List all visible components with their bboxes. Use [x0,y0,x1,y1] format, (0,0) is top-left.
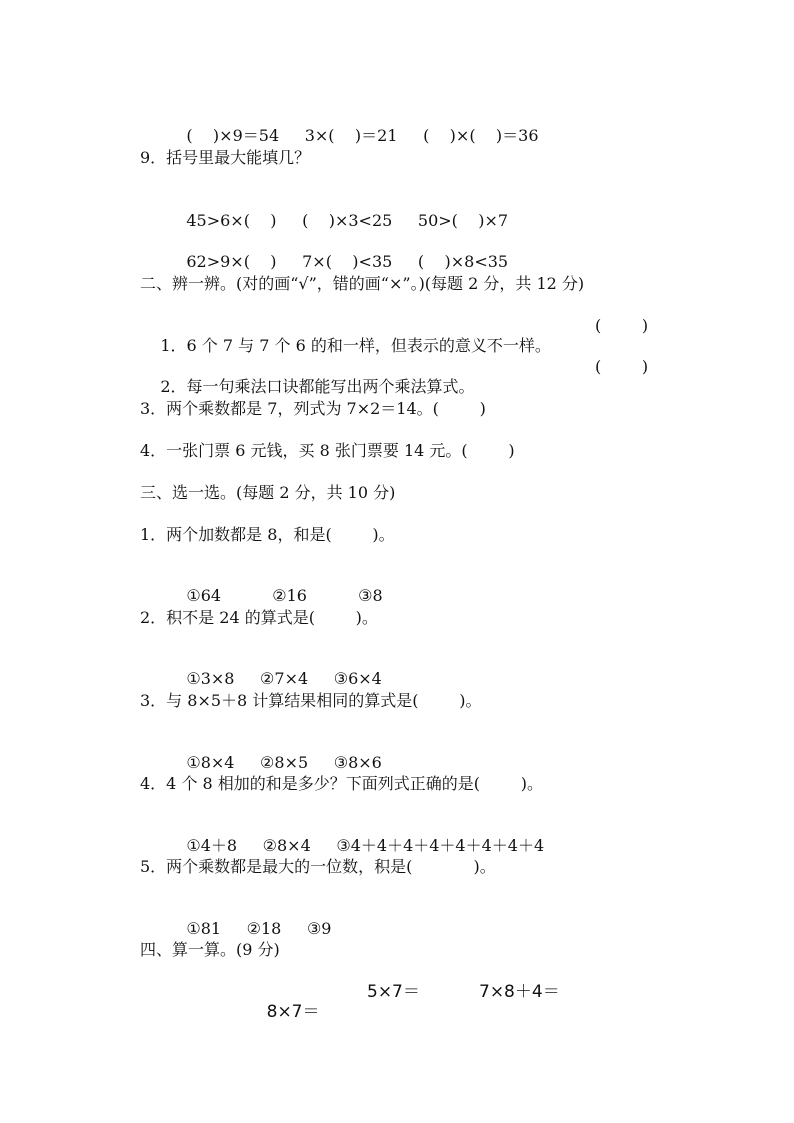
section-4-heading: 四、算一算。(9 分) [140,940,280,959]
judge-text: 2．每一句乘法口诀都能写出两个乘法算式。 [160,377,475,396]
option: ②7×4 [260,669,309,688]
option: ②8×4 [262,836,311,855]
answer-blank: ( ) [595,316,649,335]
option: ①8×4 [186,753,235,772]
expr: 3×( )＝21 [304,126,398,145]
judge-item-2 [140,357,649,437]
option: ③6×4 [333,669,382,688]
expr: 62>9×( ) [186,252,277,271]
choice-item-5: 5．两个乘数都是最大的一位数，积是( )。 [140,857,496,876]
expr: 7×( )<35 [302,252,393,271]
option: ②8×5 [260,753,309,772]
calc-expr: 7×8＋4＝ [479,982,560,1002]
option: ③4＋4＋4＋4＋4＋4＋4＋4 [336,836,545,855]
expr: ( )×3<25 [302,211,393,230]
calc-expr: 8×7＝ [266,1002,320,1022]
calc-expr: 5×7＝ [367,982,420,1002]
expr: ( )×8<35 [417,252,509,271]
expr: 45>6×( ) [186,211,277,230]
option: ③8×6 [333,753,382,772]
section-2-heading: 二、辨一辨。(对的画“√”，错的画“×”。)(每题 2 分，共 12 分) [140,274,585,293]
answer-blank: ( ) [595,357,649,376]
option: ①4＋8 [186,836,238,855]
expr: ( )×( )＝36 [423,126,539,145]
question-9: 9．括号里最大能填几？ [140,148,311,167]
judge-item-3: 3．两个乘数都是 7，列式为 7×2＝14。( ) [140,399,486,418]
choice-item-3: 3．与 8×5＋8 计算结果相同的算式是( )。 [140,691,482,710]
judge-item-4: 4．一张门票 6 元钱，买 8 张门票要 14 元。( ) [140,441,515,460]
judge-text: 1．6 个 7 与 7 个 6 的和一样，但表示的意义不一样。 [160,336,551,355]
option: ①64 [186,586,222,605]
calc-row [245,982,560,1082]
choice-item-4: 4．4 个 8 相加的和是多少？下面列式正确的是( )。 [140,774,543,793]
section-3-heading: 三、选一选。(每题 2 分，共 10 分) [140,483,396,502]
option: ③9 [306,919,332,938]
choice-item-1: 1．两个加数都是 8，和是( )。 [140,525,395,544]
expr: 50>( )×7 [417,211,509,230]
option: ①3×8 [186,669,235,688]
option: ②18 [246,919,282,938]
option: ③8 [358,586,383,605]
option: ①81 [186,919,222,938]
choice-item-2: 2．积不是 24 的算式是( )。 [140,608,378,627]
expr: ( )×9＝54 [186,126,280,145]
option: ②16 [272,586,307,605]
